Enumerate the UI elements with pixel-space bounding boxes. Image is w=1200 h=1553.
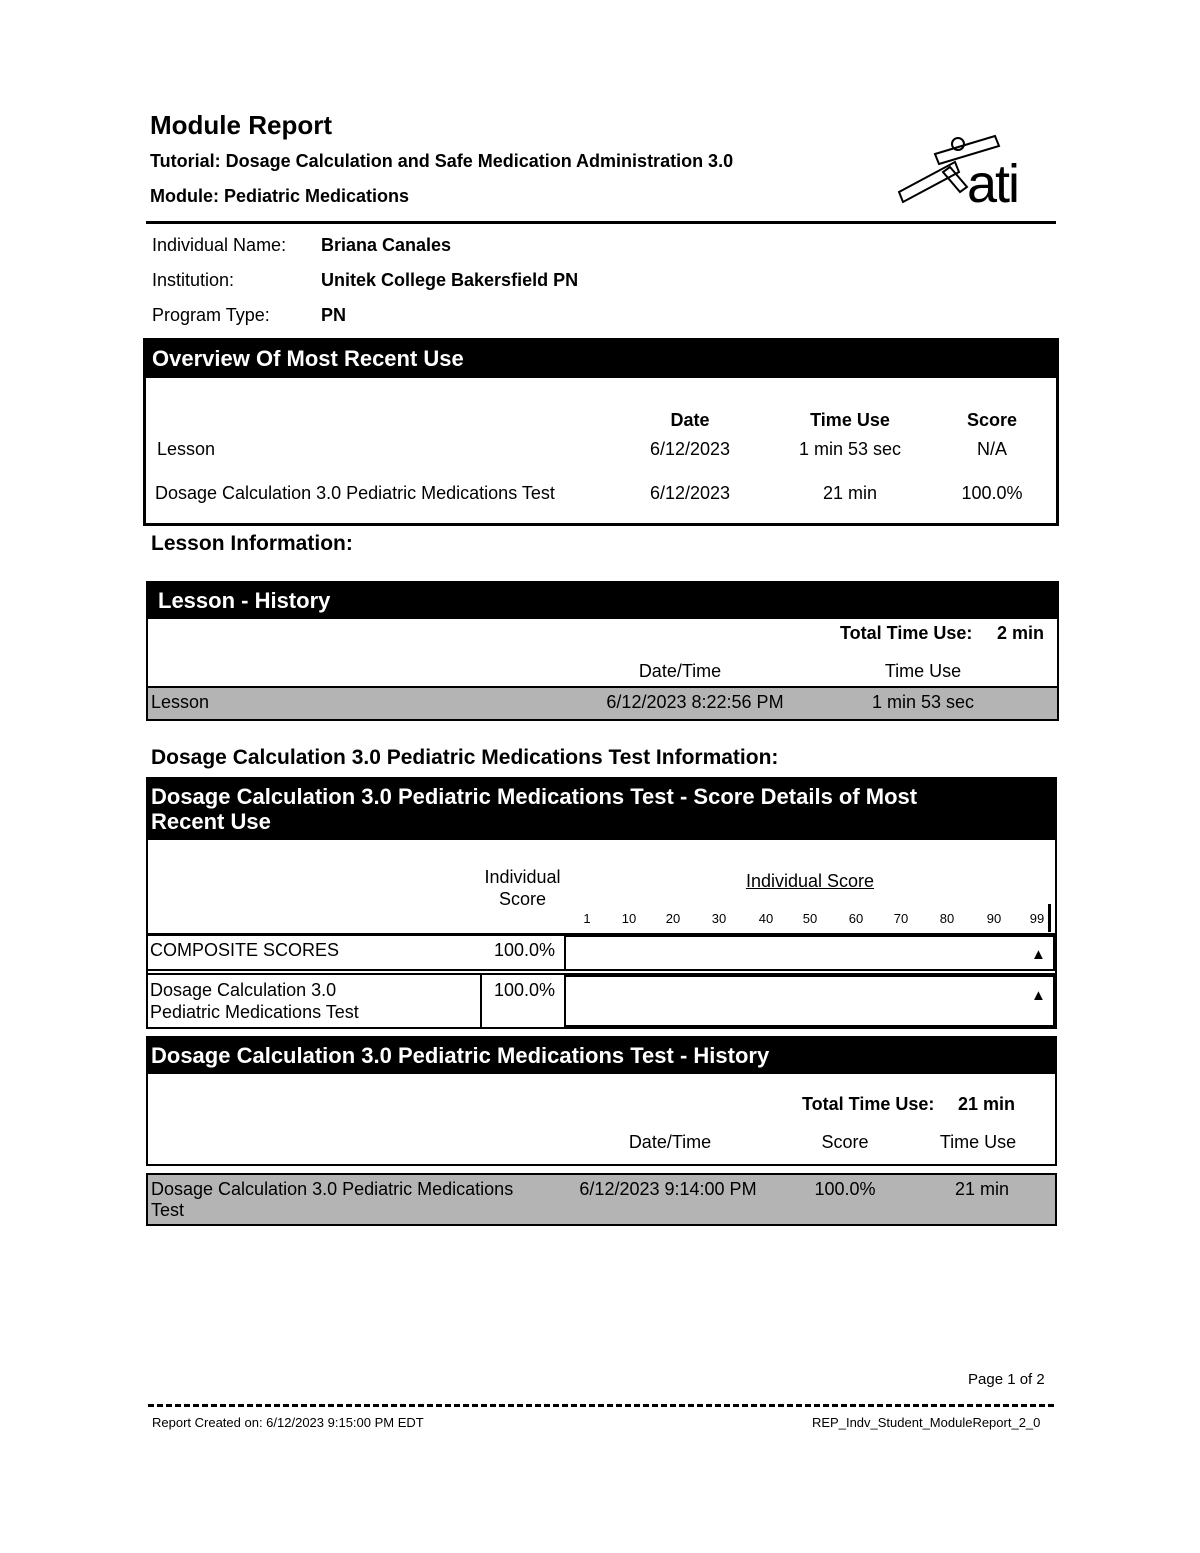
composite-score: 100.0% (493, 940, 555, 960)
page-number: Page 1 of 2 (968, 1371, 1045, 1388)
tutorial-title: Tutorial: Dosage Calculation and Safe Medication Administration 3.0 (150, 151, 734, 171)
lesson-row-name: Lesson (151, 692, 210, 712)
scale-tick-label: 70 (893, 911, 909, 926)
report-created: Report Created on: 6/12/2023 9:15:00 PM EDT (152, 1415, 424, 1430)
composite-score-bar (564, 935, 1055, 971)
scale-tick-label: 40 (758, 911, 774, 926)
composite-name: COMPOSITE SCORES (150, 940, 340, 960)
scale-tick-label: 99 (1029, 911, 1045, 926)
overview-col-score: Score (966, 410, 1018, 430)
test-row-name-line-1: Dosage Calculation 3.0 (150, 980, 337, 1000)
module-title: Module: Pediatric Medications (150, 186, 410, 206)
composite-score-marker-icon: ▲ (1031, 946, 1046, 963)
overview-heading: Overview Of Most Recent Use (143, 338, 1059, 378)
scale-title: Individual Score (745, 871, 875, 891)
ati-logo (895, 132, 1045, 217)
overview-row-test-time: 21 min (822, 483, 878, 503)
col-individual-line-1: Individual (484, 867, 561, 887)
test-history-name-line-1: Dosage Calculation 3.0 Pediatric Medications (151, 1179, 514, 1199)
overview-row-lesson-time: 1 min 53 sec (798, 439, 902, 459)
header-divider (146, 221, 1056, 224)
scale-tick-label: 10 (621, 911, 637, 926)
test-col-score: Score (821, 1132, 869, 1152)
overview-row-test-date: 6/12/2023 (649, 483, 731, 503)
overview-row-test-score: 100.0% (961, 483, 1023, 503)
institution-label: Institution: (152, 270, 235, 290)
overview-col-date: Date (670, 410, 710, 430)
test-col-time: Time Use (939, 1132, 1017, 1152)
lesson-info-heading: Lesson Information: (151, 532, 353, 555)
overview-row-lesson-score: N/A (976, 439, 1007, 459)
scale-tick-label: 30 (711, 911, 727, 926)
scale-tick-label: 90 (986, 911, 1002, 926)
score-details-heading (146, 777, 1057, 840)
score-details-heading-line-1: Dosage Calculation 3.0 Pediatric Medications Test - Score Details of Most (151, 784, 918, 809)
report-id: REP_Indv_Student_ModuleReport_2_0 (812, 1415, 1041, 1430)
score-row-divider-1 (146, 969, 1057, 971)
test-row-score-bar (564, 975, 1055, 1027)
scale-end-rule (1048, 904, 1051, 932)
score-details-heading-line-2: Recent Use (151, 809, 271, 834)
overview-col-time: Time Use (810, 410, 890, 430)
program-value: PN (321, 305, 347, 325)
test-total-label: Total Time Use: (802, 1094, 935, 1114)
overview-row-test-name: Dosage Calculation 3.0 Pediatric Medications Test (155, 483, 555, 503)
scale-tick-label: 1 (583, 911, 591, 926)
lesson-total-label: Total Time Use: (840, 623, 973, 643)
name-label: Individual Name: (152, 235, 287, 255)
test-row-score-marker-icon: ▲ (1031, 987, 1046, 1004)
lesson-total-value: 2 min (997, 623, 1045, 643)
test-col-datetime: Date/Time (628, 1132, 712, 1152)
name-value: Briana Canales (321, 235, 452, 255)
footer-divider (148, 1404, 1054, 1407)
lesson-row-datetime: 6/12/2023 8:22:56 PM (606, 692, 784, 712)
lesson-row-time: 1 min 53 sec (871, 692, 975, 712)
test-history-heading: Dosage Calculation 3.0 Pediatric Medications Test - History (146, 1036, 1057, 1074)
lesson-history-heading: Lesson - History (146, 581, 1059, 619)
test-row-score: 100.0% (493, 980, 555, 1000)
scale-tick-label: 60 (848, 911, 864, 926)
scale-tick-label: 80 (939, 911, 955, 926)
ati-logo-text: ati (967, 154, 1019, 214)
col-individual-line-2: Score (498, 889, 547, 909)
overview-row-lesson-name: Lesson (157, 439, 216, 459)
lesson-col-datetime: Date/Time (638, 661, 722, 681)
overview-row-lesson-date: 6/12/2023 (649, 439, 731, 459)
scale-tick-label: 20 (665, 911, 681, 926)
test-info-heading: Dosage Calculation 3.0 Pediatric Medications Test Information: (151, 746, 779, 769)
test-history-datetime: 6/12/2023 9:14:00 PM (579, 1179, 757, 1199)
test-history-name-line-2: Test (151, 1200, 185, 1220)
scale-tick-label: 50 (802, 911, 818, 926)
program-label: Program Type: (152, 305, 270, 325)
test-history-score: 100.0% (814, 1179, 876, 1199)
institution-value: Unitek College Bakersfield PN (321, 270, 579, 290)
test-row-name-line-2: Pediatric Medications Test (150, 1002, 359, 1022)
report-title: Module Report (150, 110, 332, 140)
lesson-col-time: Time Use (884, 661, 962, 681)
test-total-value: 21 min (958, 1094, 1016, 1114)
test-history-time: 21 min (954, 1179, 1010, 1199)
